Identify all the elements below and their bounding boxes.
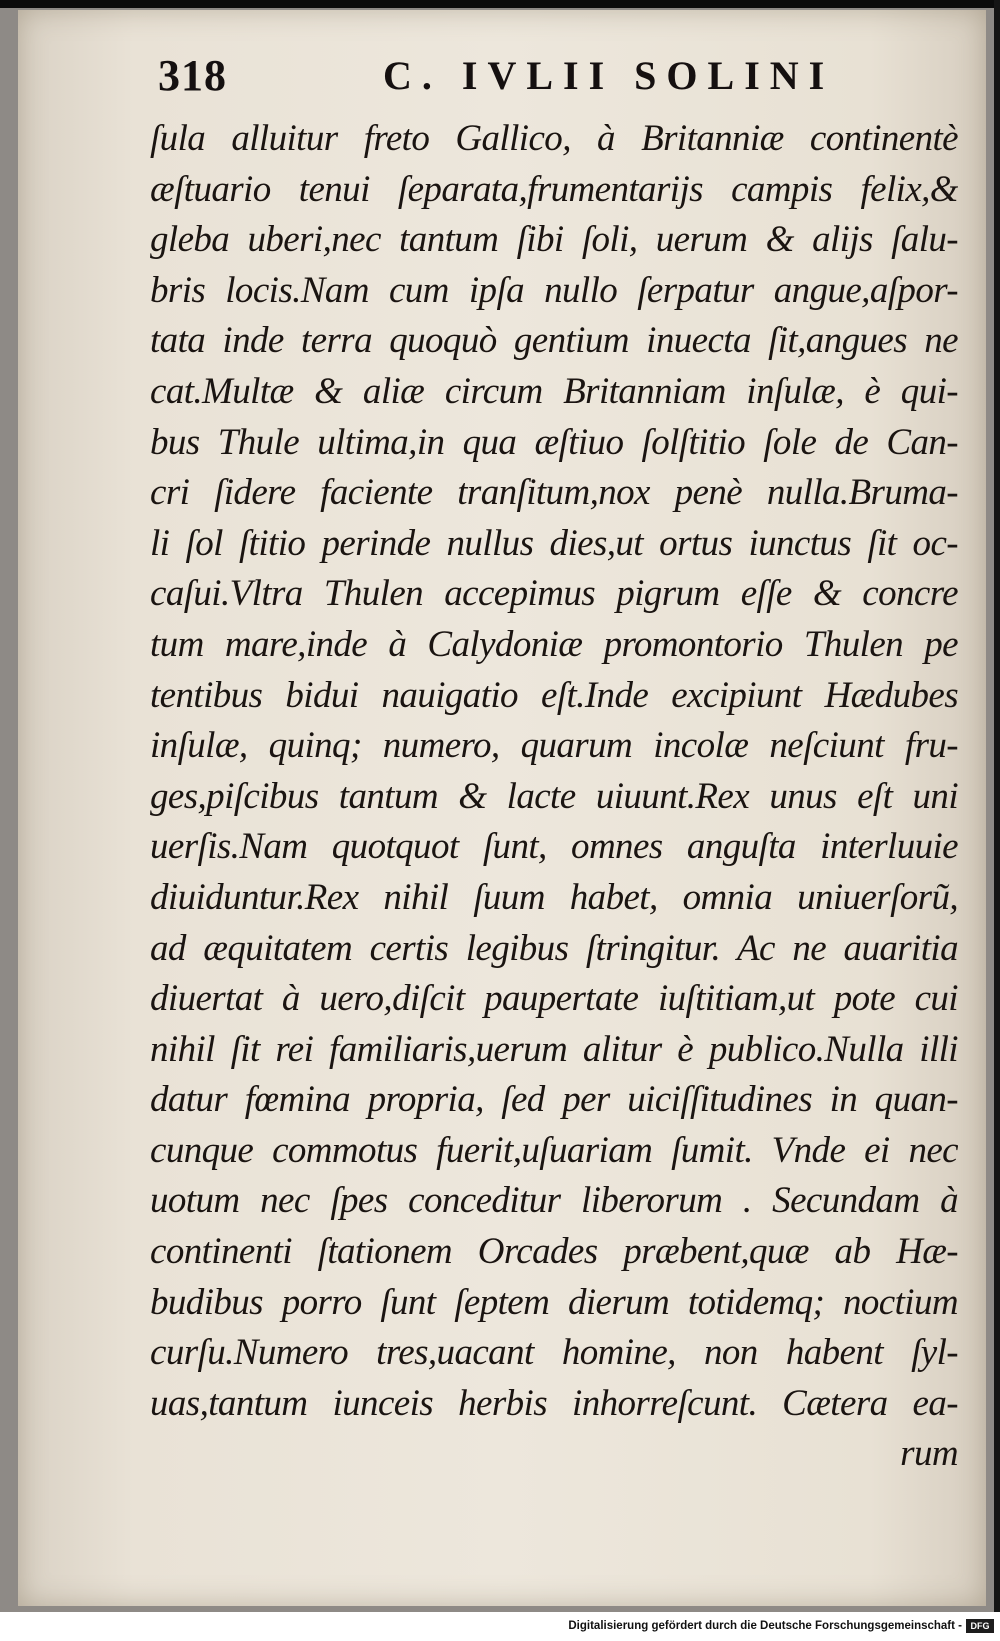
text-line: ſula alluitur freto Gallico, à Britanniæ continentè	[150, 118, 958, 159]
text-line: continenti ſtationem Orcades præbent,quæ ab Hæ-	[150, 1231, 958, 1273]
text-line: uotum nec ſpes conceditur liberorum . Secundam à	[150, 1180, 958, 1222]
text-line: li ſol ſtitio perinde nullus dies,ut ortus iunctus ſit oc-	[150, 522, 958, 564]
text-line: ad æquitatem certis legibus ſtringitur. Ac ne auaritia	[150, 927, 958, 969]
text-line: æſtuario tenui ſeparata,frumentarijs campis felix,&	[150, 168, 958, 210]
text-line: caſui.Vltra Thulen accepimus pigrum eſſe & concre	[150, 573, 958, 615]
text-line: uerſis.Nam quotquot ſunt, omnes anguſta interluuie	[150, 826, 958, 868]
text-line: nihil ſit rei familiaris,uerum alitur è publico.Nulla illi	[150, 1028, 958, 1070]
scan-right-edge	[994, 0, 1000, 1612]
scan-top-edge	[0, 0, 1000, 8]
dfg-logo-icon: DFG	[966, 1619, 994, 1633]
text-line: bus Thule ultima,in qua æſtiuo ſolſtitio ſole de Can-	[150, 421, 958, 463]
text-line: diuertat à uero,diſcit paupertate iuſtitiam,ut pote cui	[150, 978, 958, 1020]
book-page	[18, 10, 986, 1606]
text-line: uas,tantum iunceis herbis inhorreſcunt. Cætera ea-	[150, 1382, 958, 1424]
text-line: cunque commotus fuerit,uſuariam ſumit. Vnde ei nec	[150, 1129, 958, 1171]
text-line: bris locis.Nam cum ipſa nullo ſerpatur angue,aſpor-	[150, 269, 958, 311]
text-line: tentibus bidui nauigatio eſt.Inde excipiunt Hædubes	[150, 674, 958, 716]
running-head	[158, 50, 838, 106]
text-line: budibus porro ſunt ſeptem dierum totidemq; noctium	[150, 1281, 958, 1323]
page-number: 318	[158, 51, 227, 100]
text-line: tum mare,inde à Calydoniæ promontorio Thulen pe	[150, 623, 958, 665]
text-line: gleba uberi,nec tantum ſibi ſoli, uerum & alijs ſalu-	[150, 219, 958, 261]
catchword: rum	[900, 1433, 958, 1475]
running-title: C. IVLII SOLINI	[383, 53, 835, 98]
text-line: curſu.Numero tres,uacant homine, non habent ſyl-	[150, 1332, 958, 1374]
body-text	[150, 114, 958, 1480]
text-line: cat.Multæ & aliæ circum Britanniam inſulæ, è qui-	[150, 370, 958, 412]
text-line: cri ſidere faciente tranſitum,nox penè nulla.Bruma-	[150, 472, 958, 514]
text-line: datur fœmina propria, ſed per uiciſſitudines in quan-	[150, 1079, 958, 1121]
text-line: tata inde terra quoquò gentium inuecta ſit,angues ne	[150, 320, 958, 362]
text-line: diuiduntur.Rex nihil ſuum habet, omnia uniuerſorũ,	[150, 876, 958, 918]
text-line: inſulæ, quinq; numero, quarum incolæ neſciunt fru-	[150, 725, 958, 767]
funding-credit: Digitalisierung gefördert durch die Deutsche Forschungsgemeinschaft -	[568, 1620, 962, 1632]
text-line: ges,piſcibus tantum & lacte uiuunt.Rex unus eſt uni	[150, 775, 958, 817]
digitization-footer	[0, 1612, 1000, 1641]
